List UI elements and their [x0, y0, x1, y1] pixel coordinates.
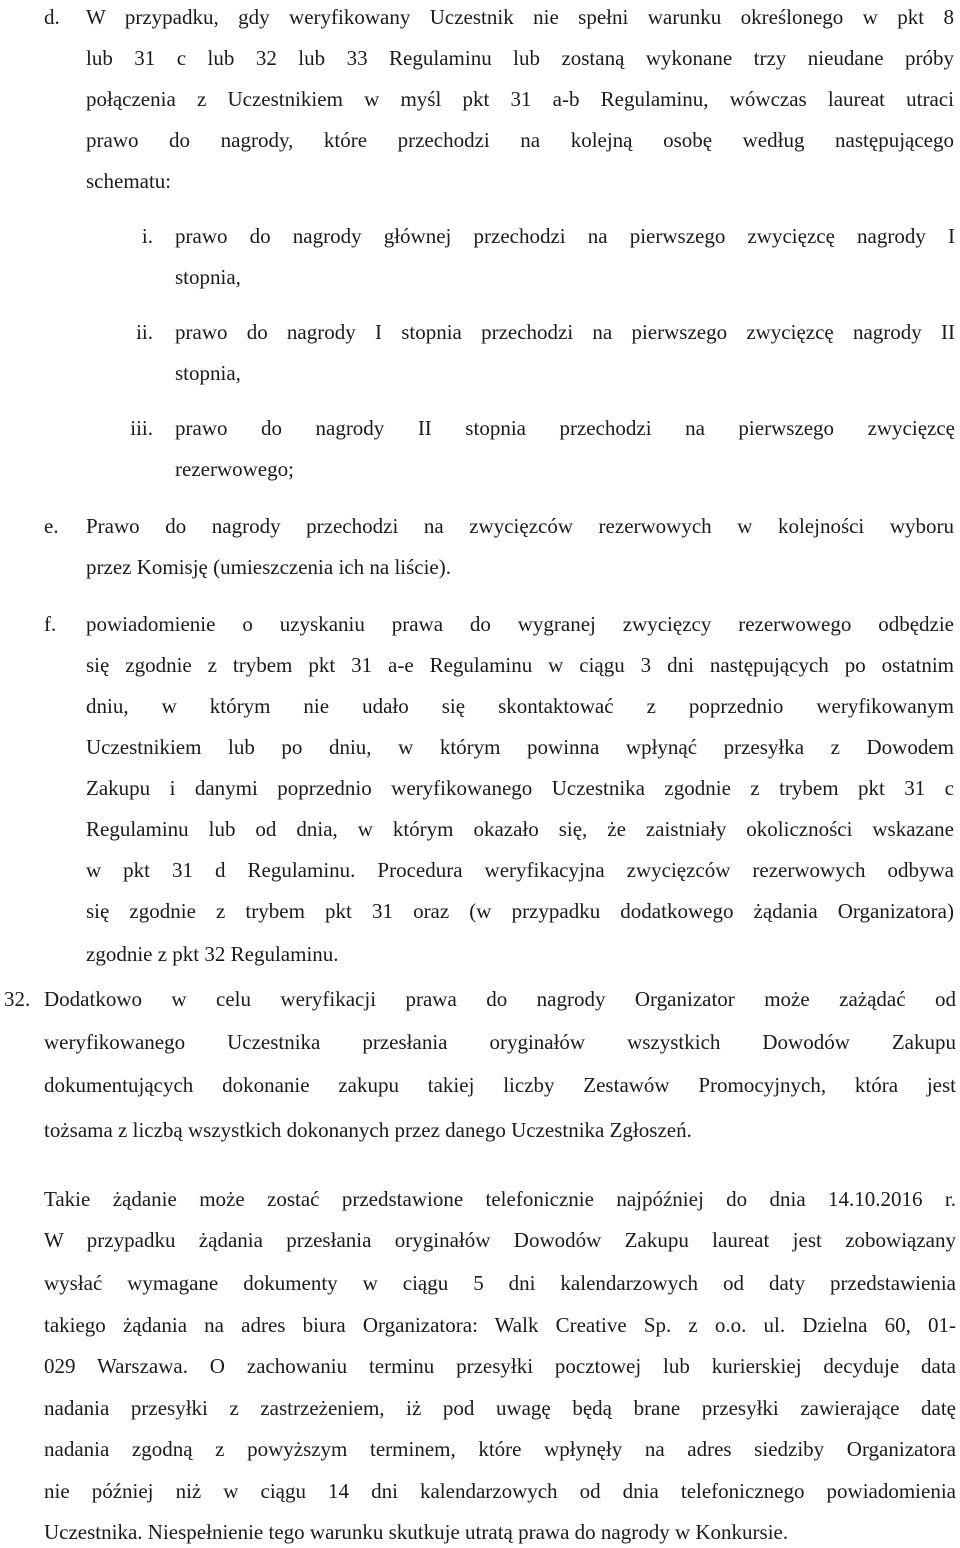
subitem-iii-line-1: prawo do nagrody II stopnia przechodzi na pierwszego zwycięzcę [175, 416, 955, 440]
subitem-i-marker: i. [141, 224, 153, 248]
final-line-5: 029 Warszawa. O zachowaniu terminu przesyłki pocztowej lub kurierskiej decyduje data [44, 1354, 956, 1378]
subitem-ii-marker: ii. [136, 320, 153, 344]
final-line-7: nadania zgodną z powyższym terminem, które wpłynęły na adres siedziby Organizatora [44, 1437, 956, 1461]
item-e-line-1: Prawo do nagrody przechodzi na zwycięzców rezerwowych w kolejności wyboru [86, 514, 954, 538]
item-f-line-8: się zgodnie z trybem pkt 31 oraz (w przypadku dodatkowego żądania Organizatora) [86, 899, 954, 923]
item-f-line-5: Zakupu i danymi poprzednio weryfikowanego Uczestnika zgodnie z trybem pkt 31 c [86, 776, 954, 800]
item-d-line-5: schematu: [86, 169, 172, 193]
item-32-line-1: Dodatkowo w celu weryfikacji prawa do nagrody Organizator może zażądać od [44, 987, 956, 1011]
item-d-line-4: prawo do nagrody, które przechodzi na kolejną osobę według następującego [86, 128, 954, 152]
final-line-9: Uczestnika. Niespełnienie tego warunku skutkuje utratą prawa do nagrody w Konkursie. [44, 1520, 789, 1544]
item-32-marker: 32. [4, 987, 31, 1011]
item-f-line-1: powiadomienie o uzyskaniu prawa do wygranej zwycięzcy rezerwowego odbędzie [86, 612, 954, 636]
item-d-line-3: połączenia z Uczestnikiem w myśl pkt 31 a-b Regulaminu, wówczas laureat utraci [86, 87, 954, 111]
item-32-line-3: dokumentujących dokonanie zakupu takiej liczby Zestawów Promocyjnych, która jest [44, 1073, 956, 1097]
final-line-1: Takie żądanie może zostać przedstawione telefonicznie najpóźniej do dnia 14.10.2016 r. [44, 1187, 956, 1211]
subitem-i-line-2: stopnia, [175, 265, 241, 289]
subitem-iii-marker: iii. [130, 416, 153, 440]
item-32-line-2: weryfikowanego Uczestnika przesłania oryginałów wszystkich Dowodów Zakupu [44, 1030, 956, 1054]
item-32-line-4: tożsama z liczbą wszystkich dokonanych przez danego Uczestnika Zgłoszeń. [44, 1118, 692, 1142]
subitem-i-line-1: prawo do nagrody głównej przechodzi na pierwszego zwycięzcę nagrody I [175, 224, 955, 248]
item-e-marker: e. [44, 514, 59, 538]
item-f-marker: f. [44, 612, 57, 636]
item-f-line-2: się zgodnie z trybem pkt 31 a-e Regulaminu w ciągu 3 dni następujących po ostatnim [86, 653, 954, 677]
final-line-3: wysłać wymagane dokumenty w ciągu 5 dni kalendarzowych od daty przedstawienia [44, 1271, 956, 1295]
subitem-ii-line-1: prawo do nagrody I stopnia przechodzi na pierwszego zwycięzcę nagrody II [175, 320, 955, 344]
subitem-ii-line-2: stopnia, [175, 361, 241, 385]
item-f-line-3: dniu, w którym nie udało się skontaktować z poprzednio weryfikowanym [86, 694, 954, 718]
item-d-line-2: lub 31 c lub 32 lub 33 Regulaminu lub zostaną wykonane trzy nieudane próby [86, 46, 954, 70]
final-line-8: nie później niż w ciągu 14 dni kalendarzowych od dnia telefonicznego powiadomienia [44, 1479, 956, 1503]
item-f-line-6: Regulaminu lub od dnia, w którym okazało się, że zaistniały okoliczności wskazane [86, 817, 954, 841]
final-line-6: nadania przesyłki z zastrzeżeniem, iż pod uwagę będą brane przesyłki zawierające datę [44, 1396, 956, 1420]
item-d-marker: d. [44, 5, 60, 29]
final-line-4: takiego żądania na adres biura Organizatora: Walk Creative Sp. z o.o. ul. Dzielna 60, 01- [44, 1313, 956, 1337]
subitem-iii-line-2: rezerwowego; [175, 457, 294, 481]
item-d-line-1: W przypadku, gdy weryfikowany Uczestnik nie spełni warunku określonego w pkt 8 [86, 5, 954, 29]
item-f-line-4: Uczestnikiem lub po dniu, w którym powinna wpłynąć przesyłka z Dowodem [86, 735, 954, 759]
item-e-line-2: przez Komisję (umieszczenia ich na liście). [86, 555, 451, 579]
item-f-line-9: zgodnie z pkt 32 Regulaminu. [86, 942, 339, 966]
item-f-line-7: w pkt 31 d Regulaminu. Procedura weryfikacyjna zwycięzców rezerwowych odbywa [86, 858, 954, 882]
final-line-2: W przypadku żądania przesłania oryginałów Dowodów Zakupu laureat jest zobowiązany [44, 1228, 956, 1252]
